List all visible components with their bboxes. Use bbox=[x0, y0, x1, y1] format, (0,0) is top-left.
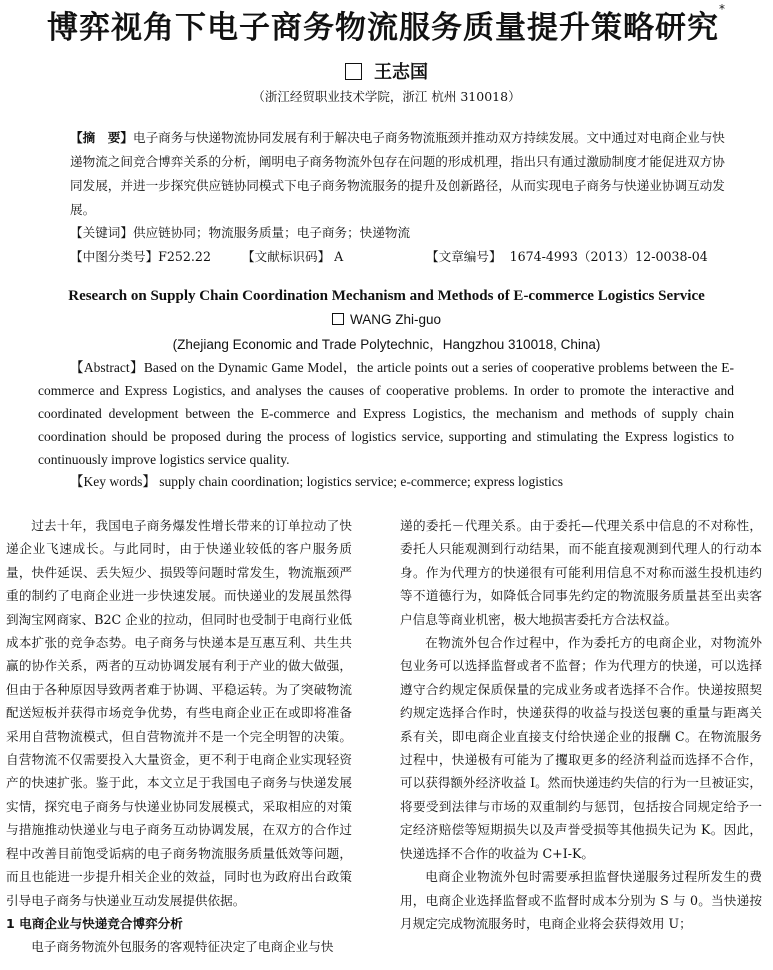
author-name: 王志国 bbox=[374, 62, 428, 83]
square-box-icon bbox=[345, 63, 362, 80]
body-paragraph: 在物流外包合作过程中，作为委托方的电商企业，对物流外包业务可以选择监督或者不监督；作为代理方的快递，可以选择遵守合约规定保质保量的完成业务或者选择不合作。快递按照契约规定选择合作时，快递获得的收益与投送包裹的重量与距离关系有关，即电商企业直接支付给快递企业的报酬 C。在物流服务过程中，快递极有可能为了攫取更多的经济利益而选择不合作，可以获得额外经济收益 I。然而快递违约失信的行为一旦被证实，将要受到法律与市场的双重制约与惩罚，包括按合同规定给予一定经济赔偿等短期损失以及声誉受损等其他损失记为 K。因此，快递选择不合作的收益为 C+I-K。 bbox=[400, 635, 762, 861]
english-keywords: 【Key words】 supply chain coordination; logistics service; e-commerce; express logistics bbox=[70, 474, 564, 489]
body-left-column bbox=[6, 514, 352, 959]
author-line bbox=[0, 58, 773, 84]
body-paragraph: 电子商务物流外包服务的客观特征决定了电商企业与快 bbox=[31, 939, 334, 955]
english-abstract-label: 【Abstract】 bbox=[70, 360, 144, 375]
abstract-cn-text: 电子商务与快递物流协同发展有利于解决电子商务物流瓶颈并推动双方持续发展。文中通过对电商企业与快递物流之间竞合博弈关系的分析，阐明电子商务物流外包存在问题的形成机理，指出只有通过激励制度才能促进双方协同发展，并进一步探究供应链协同模式下电子商务物流服务的提升及创新路径，从而实现电子商务与快递业协调互动发展。 bbox=[70, 130, 725, 217]
clc-number: 【中图分类号】F252.22 bbox=[70, 249, 211, 264]
paper-title: 博弈视角下电子商务物流服务质量提升策略研究* bbox=[47, 2, 726, 46]
keywords-cn bbox=[70, 222, 410, 241]
keywords-cn-text: 供应链协同；物流服务质量；电子商务；快递物流 bbox=[132, 225, 411, 240]
english-abstract-text: Based on the Dynamic Game Model，the article points out a series of cooperative problems between the E-commerce and Express Logistics, and analyses the causes of cooperative problems. In order to promote the interactive and coordinated development between the E-commerce and Express Logistics, the mechanism and methods of supply chain coordination should be proposed during the process of logistics service, supporting and stimulating the Express logistics to continuously improve logistics service quality. bbox=[38, 360, 734, 467]
keywords-cn-label: 【关键词】 bbox=[70, 225, 133, 240]
abstract-cn-label: 【摘 要】 bbox=[70, 130, 133, 145]
affiliation: （浙江经贸职业技术学院，浙江 杭州 310018） bbox=[252, 89, 521, 104]
document-code: 【文献标识码】 A bbox=[242, 249, 344, 264]
abstract-cn bbox=[70, 126, 730, 222]
body-right-column bbox=[400, 514, 762, 935]
section-heading: 1 电商企业与快递竞合博弈分析 bbox=[6, 915, 183, 931]
english-affiliation: (Zhejiang Economic and Trade Polytechnic，Hangzhou 310018, China) bbox=[172, 337, 601, 352]
english-author: WANG Zhi-guo bbox=[0, 312, 773, 327]
body-paragraph: 电商企业物流外包时需要承担监督快递服务过程所发生的费用，电商企业选择监督或不监督时成本分别为 S 与 0。当快递按月规定完成物流服务时，电商企业将会获得效用 U； bbox=[400, 869, 762, 931]
square-box-icon bbox=[332, 313, 344, 325]
english-abstract bbox=[38, 356, 734, 471]
body-paragraph: 递的委托－代理关系。由于委托—代理关系中信息的不对称性，委托人只能观测到行动结果，而不能直接观测到代理人的行动本身。作为代理方的快递很有可能利用信息不对称而滋生投机违约等不道德行为，如降低合同事先约定的物流服务质量甚至出卖客户信息等商业机密，极大地损害委托方合法权益。 bbox=[400, 518, 762, 627]
article-number: 【文章编号】 1674-4993（2013）12-0038-04 bbox=[426, 249, 708, 264]
english-title: Research on Supply Chain Coordination Mechanism and Methods of E-commerce Logistics Service bbox=[68, 288, 705, 304]
body-paragraph: 过去十年，我国电子商务爆发性增长带来的订单拉动了快递企业飞速成长。与此同时，由于快递业较低的客户服务质量，快件延误、丢失短少、损毁等问题时常发生，物流瓶颈严重的制约了电商企业进一步快速发展。而快递业的发展虽然得到淘宝网商家、B2C 企业的拉动，但同时也受制于电商行业低成本扩张的竞争态势。电子商务与快递本是互惠互利、共生共赢的协作关系，两者的互动协调发展有利于产业的做大做强，但由于各种原因导致两者难于协调、平稳运转。为了突破物流配送短板并获得市场竞争优势，有些电商企业正在或即将准备采用自营物流模式，但自营物流并不是一个完全明智的决策。自营物流不仅需要投入大量资金，更不利于电商企业实现轻资产的快速扩张。鉴于此，本文立足于我国电子商务与快递发展实情，探究电子商务与快递业协同发展模式，采取相应的对策与措施推动快递业与电子商务互动协调发展，在双方的合作过程中改善目前饱受诟病的电子商务物流服务质量低效等问题，而且也能进一步提升相关企业的效益，同时也为政府出台政策引导电子商务与快递业互动发展提供依据。 bbox=[6, 518, 352, 908]
